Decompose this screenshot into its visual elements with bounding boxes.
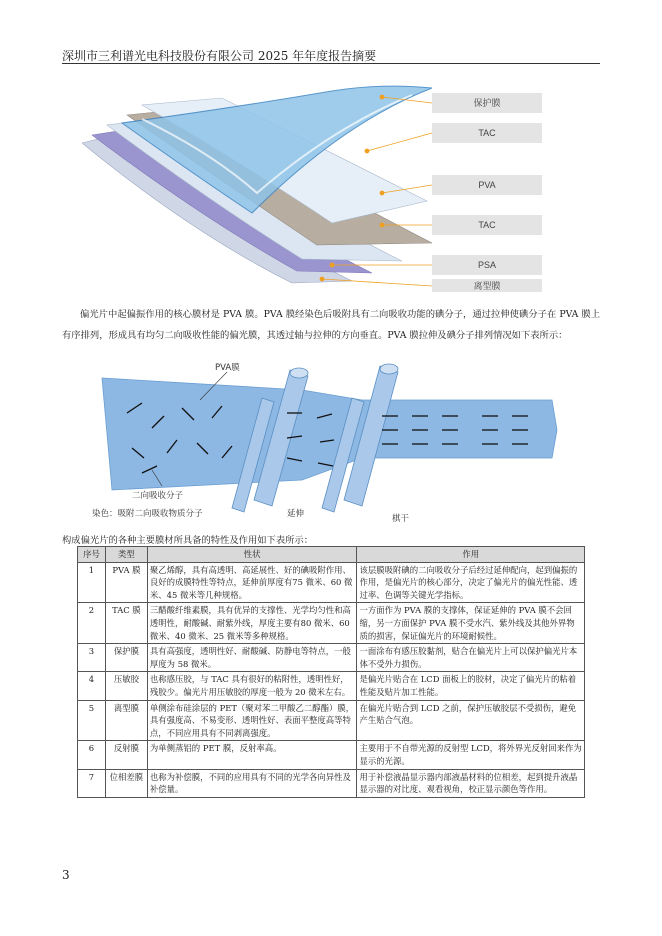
row-property: 具有高强度，透明性好、耐酸碱、防静电等特点，一般厚度为 58 微米。 <box>147 644 357 672</box>
row-function: 该层膜吸附碘的二向吸收分子后经过延伸配向，起到偏振的作用，是偏光片的核心部分，决定了偏光片的偏光性能、透过率、色调等关键光学指标。 <box>357 562 585 603</box>
pva-stretching-diagram <box>82 358 582 523</box>
stretch-label: 延伸 <box>287 509 305 519</box>
row-no: 1 <box>78 562 106 603</box>
row-function: 是偏光片贴合在 LCD 面板上的胶材，决定了偏光片的粘着性能及贴片加工性能。 <box>357 672 585 700</box>
row-property: 也称为补偿膜，不同的应用具有不同的光学各向异性及补偿量。 <box>147 769 357 797</box>
table-row <box>78 741 585 769</box>
header-rule <box>62 63 600 64</box>
row-no: 2 <box>78 603 106 644</box>
header-type: 类型 <box>105 547 147 563</box>
row-no: 5 <box>78 700 106 741</box>
row-type: PVA 膜 <box>105 562 147 603</box>
table-header-row <box>78 547 585 563</box>
row-property: 为单侧蒸铝的 PET 膜，反射率高。 <box>147 741 357 769</box>
row-function: 一面涂布有感压胶黏剂，贴合在偏光片上可以保护偏光片本体不受外力损伤。 <box>357 644 585 672</box>
row-function: 在偏光片贴合到 LCD 之前，保护压敏胶层不受损伤，避免产生贴合气泡。 <box>357 700 585 741</box>
header-function: 作用 <box>357 547 585 563</box>
row-no: 4 <box>78 672 106 700</box>
row-type: 压敏胶 <box>105 672 147 700</box>
layer-label-tac-upper: TAC <box>478 128 496 138</box>
dyeing-legend: 染色：吸附二向吸收物质分子 <box>92 509 203 519</box>
row-no: 7 <box>78 769 106 797</box>
row-function: 用于补偿液晶显示器内部液晶材料的位相差，起到提升液晶显示器的对比度、观看视角，校正显示颜色等作用。 <box>357 769 585 797</box>
dichroic-molecule-label: 二向吸收分子 <box>132 491 184 501</box>
polarizer-layer-diagram <box>82 83 582 298</box>
table-row <box>78 700 585 741</box>
row-type: 离型膜 <box>105 700 147 741</box>
table-caption: 构成偏光片的各种主要膜材所具备的特性及作用如下表所示： <box>62 535 314 546</box>
row-function: 主要用于不自带光源的反射型 LCD，将外界光反射回来作为显示的光源。 <box>357 741 585 769</box>
pva-film-label: PVA膜 <box>215 363 240 373</box>
layer-label-tac-lower: TAC <box>478 220 496 230</box>
layer-label-protective: 保护膜 <box>473 98 501 108</box>
table-row <box>78 644 585 672</box>
table-row <box>78 562 585 603</box>
film-properties-table <box>77 546 585 798</box>
row-no: 6 <box>78 741 106 769</box>
report-header: 深圳市三利谱光电科技股份有限公司 2025 年年度报告摘要 <box>62 49 377 63</box>
header-no: 序号 <box>78 547 106 563</box>
row-type: 反射膜 <box>105 741 147 769</box>
header-property: 性状 <box>147 547 357 563</box>
row-property: 也称感压胶，与 TAC 具有很好的粘附性，透明性好，残胶少。偏光片用压敏胶的厚度一般为 20 微米左右。 <box>147 672 357 700</box>
page-number: 3 <box>62 868 70 882</box>
row-function: 一方面作为 PVA 膜的支撑体，保证延伸的 PVA 膜不会回缩，另一方面保护 PVA 膜不受水汽、紫外线及其他外界物质的损害，保证偏光片的环境耐候性。 <box>357 603 585 644</box>
row-no: 3 <box>78 644 106 672</box>
row-type: 保护膜 <box>105 644 147 672</box>
drying-label: 棋干 <box>392 514 410 523</box>
table-row <box>78 672 585 700</box>
row-property: 三醋酸纤维素膜，具有优异的支撑性、光学均匀性和高透明性，耐酸碱、耐紫外线，厚度主要有80 微米、60 微米、40 微米、25 微米等多种规格。 <box>147 603 357 644</box>
row-property: 聚乙烯醇，具有高透明、高延展性、好的碘吸附作用、良好的成膜特性等特点，延伸前厚度有75 微米、60 微米、45 微米等几种规格。 <box>147 562 357 603</box>
row-type: 位相差膜 <box>105 769 147 797</box>
layer-label-pva: PVA <box>478 180 496 190</box>
row-property: 单侧涂布硅涂层的 PET（聚对苯二甲酸乙二醇酯）膜，具有强度高、不易变形、透明性好、表面平整度高等特点，不同应用具有不同剥离强度。 <box>147 700 357 741</box>
row-type: TAC 膜 <box>105 603 147 644</box>
table-row <box>78 603 585 644</box>
pva-description-paragraph: 偏光片中起偏振作用的核心膜材是 PVA 膜。PVA 膜经染色后吸附具有二向吸收功能的碘分子，通过拉伸使碘分子在 PVA 膜上有序排列，形成具有均匀二向吸收性能的偏光膜，其透过轴与拉伸的方向垂直。PVA 膜拉伸及碘分子排列情况如下表所示： <box>62 309 600 341</box>
layer-label-release: 离型膜 <box>473 281 501 291</box>
table-row <box>78 769 585 797</box>
layer-label-psa: PSA <box>477 260 497 270</box>
